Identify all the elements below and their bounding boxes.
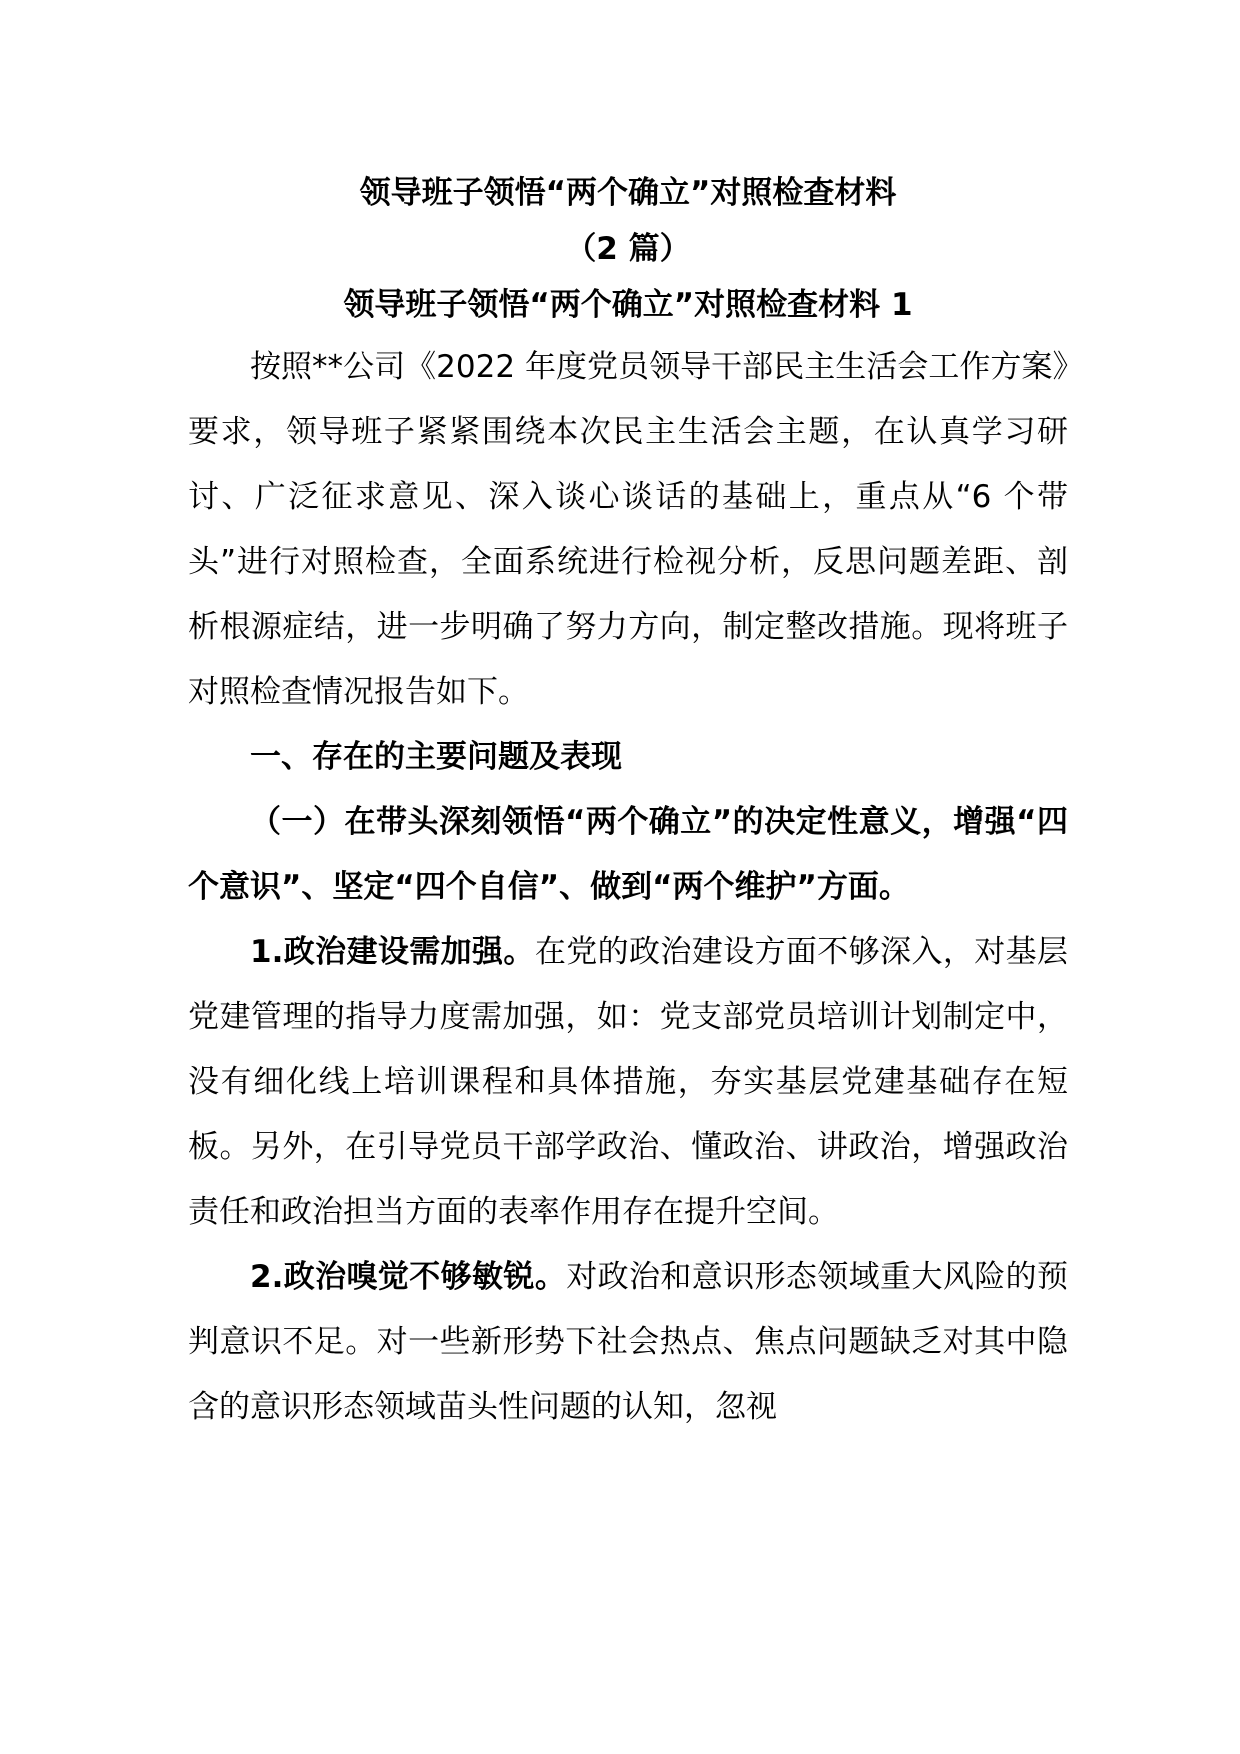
subsection1-heading: （一）在带头深刻领悟“两个确立”的决定性意义，增强“四个意识”、坚定“四个自信”、做到“两个维护”方面。 <box>188 804 1068 905</box>
item1-paragraph <box>188 920 1068 1245</box>
item2-paragraph <box>188 1245 1068 1440</box>
section1-heading: 一、存在的主要问题及表现 <box>250 739 622 775</box>
item2-lead: 2.政治嗅觉不够敏锐。 <box>250 1259 567 1295</box>
item1-text: 在党的政治建设方面不够深入，对基层党建管理的指导力度需加强，如：党支部党员培训计划制定中，没有细化线上培训课程和具体措施，夯实基层党建基础存在短板。另外，在引导党员干部学政治、懂政治、讲政治，增强政治责任和政治担当方面的表率作用存在提升空间。 <box>188 934 1068 1230</box>
item1-lead: 1.政治建设需加强。 <box>250 934 535 970</box>
intro-paragraph: 按照**公司《2022 年度党员领导干部民主生活会工作方案》要求，领导班子紧紧围绕本次民主生活会主题，在认真学习研讨、广泛征求意见、深入谈心谈话的基础上，重点从“6 个带头”进行对照检查，全面系统进行检视分析，反思问题差距、剖析根源症结，进一步明确了努力方向，制定整改措施。现将班子对照检查情况报告如下。 <box>188 349 1068 710</box>
document-title-line1: 领导班子领悟“两个确立”对照检查材料 <box>359 175 897 211</box>
document-body <box>188 165 1068 1440</box>
document-title-line3: 领导班子领悟“两个确立”对照检查材料 1 <box>343 287 913 323</box>
item2-text: 对政治和意识形态领域重大风险的预判意识不足。对一些新形势下社会热点、焦点问题缺乏对其中隐含的意识形态领域苗头性问题的认知，忽视 <box>188 1259 1068 1425</box>
document-title-line2: （2 篇） <box>565 231 691 267</box>
